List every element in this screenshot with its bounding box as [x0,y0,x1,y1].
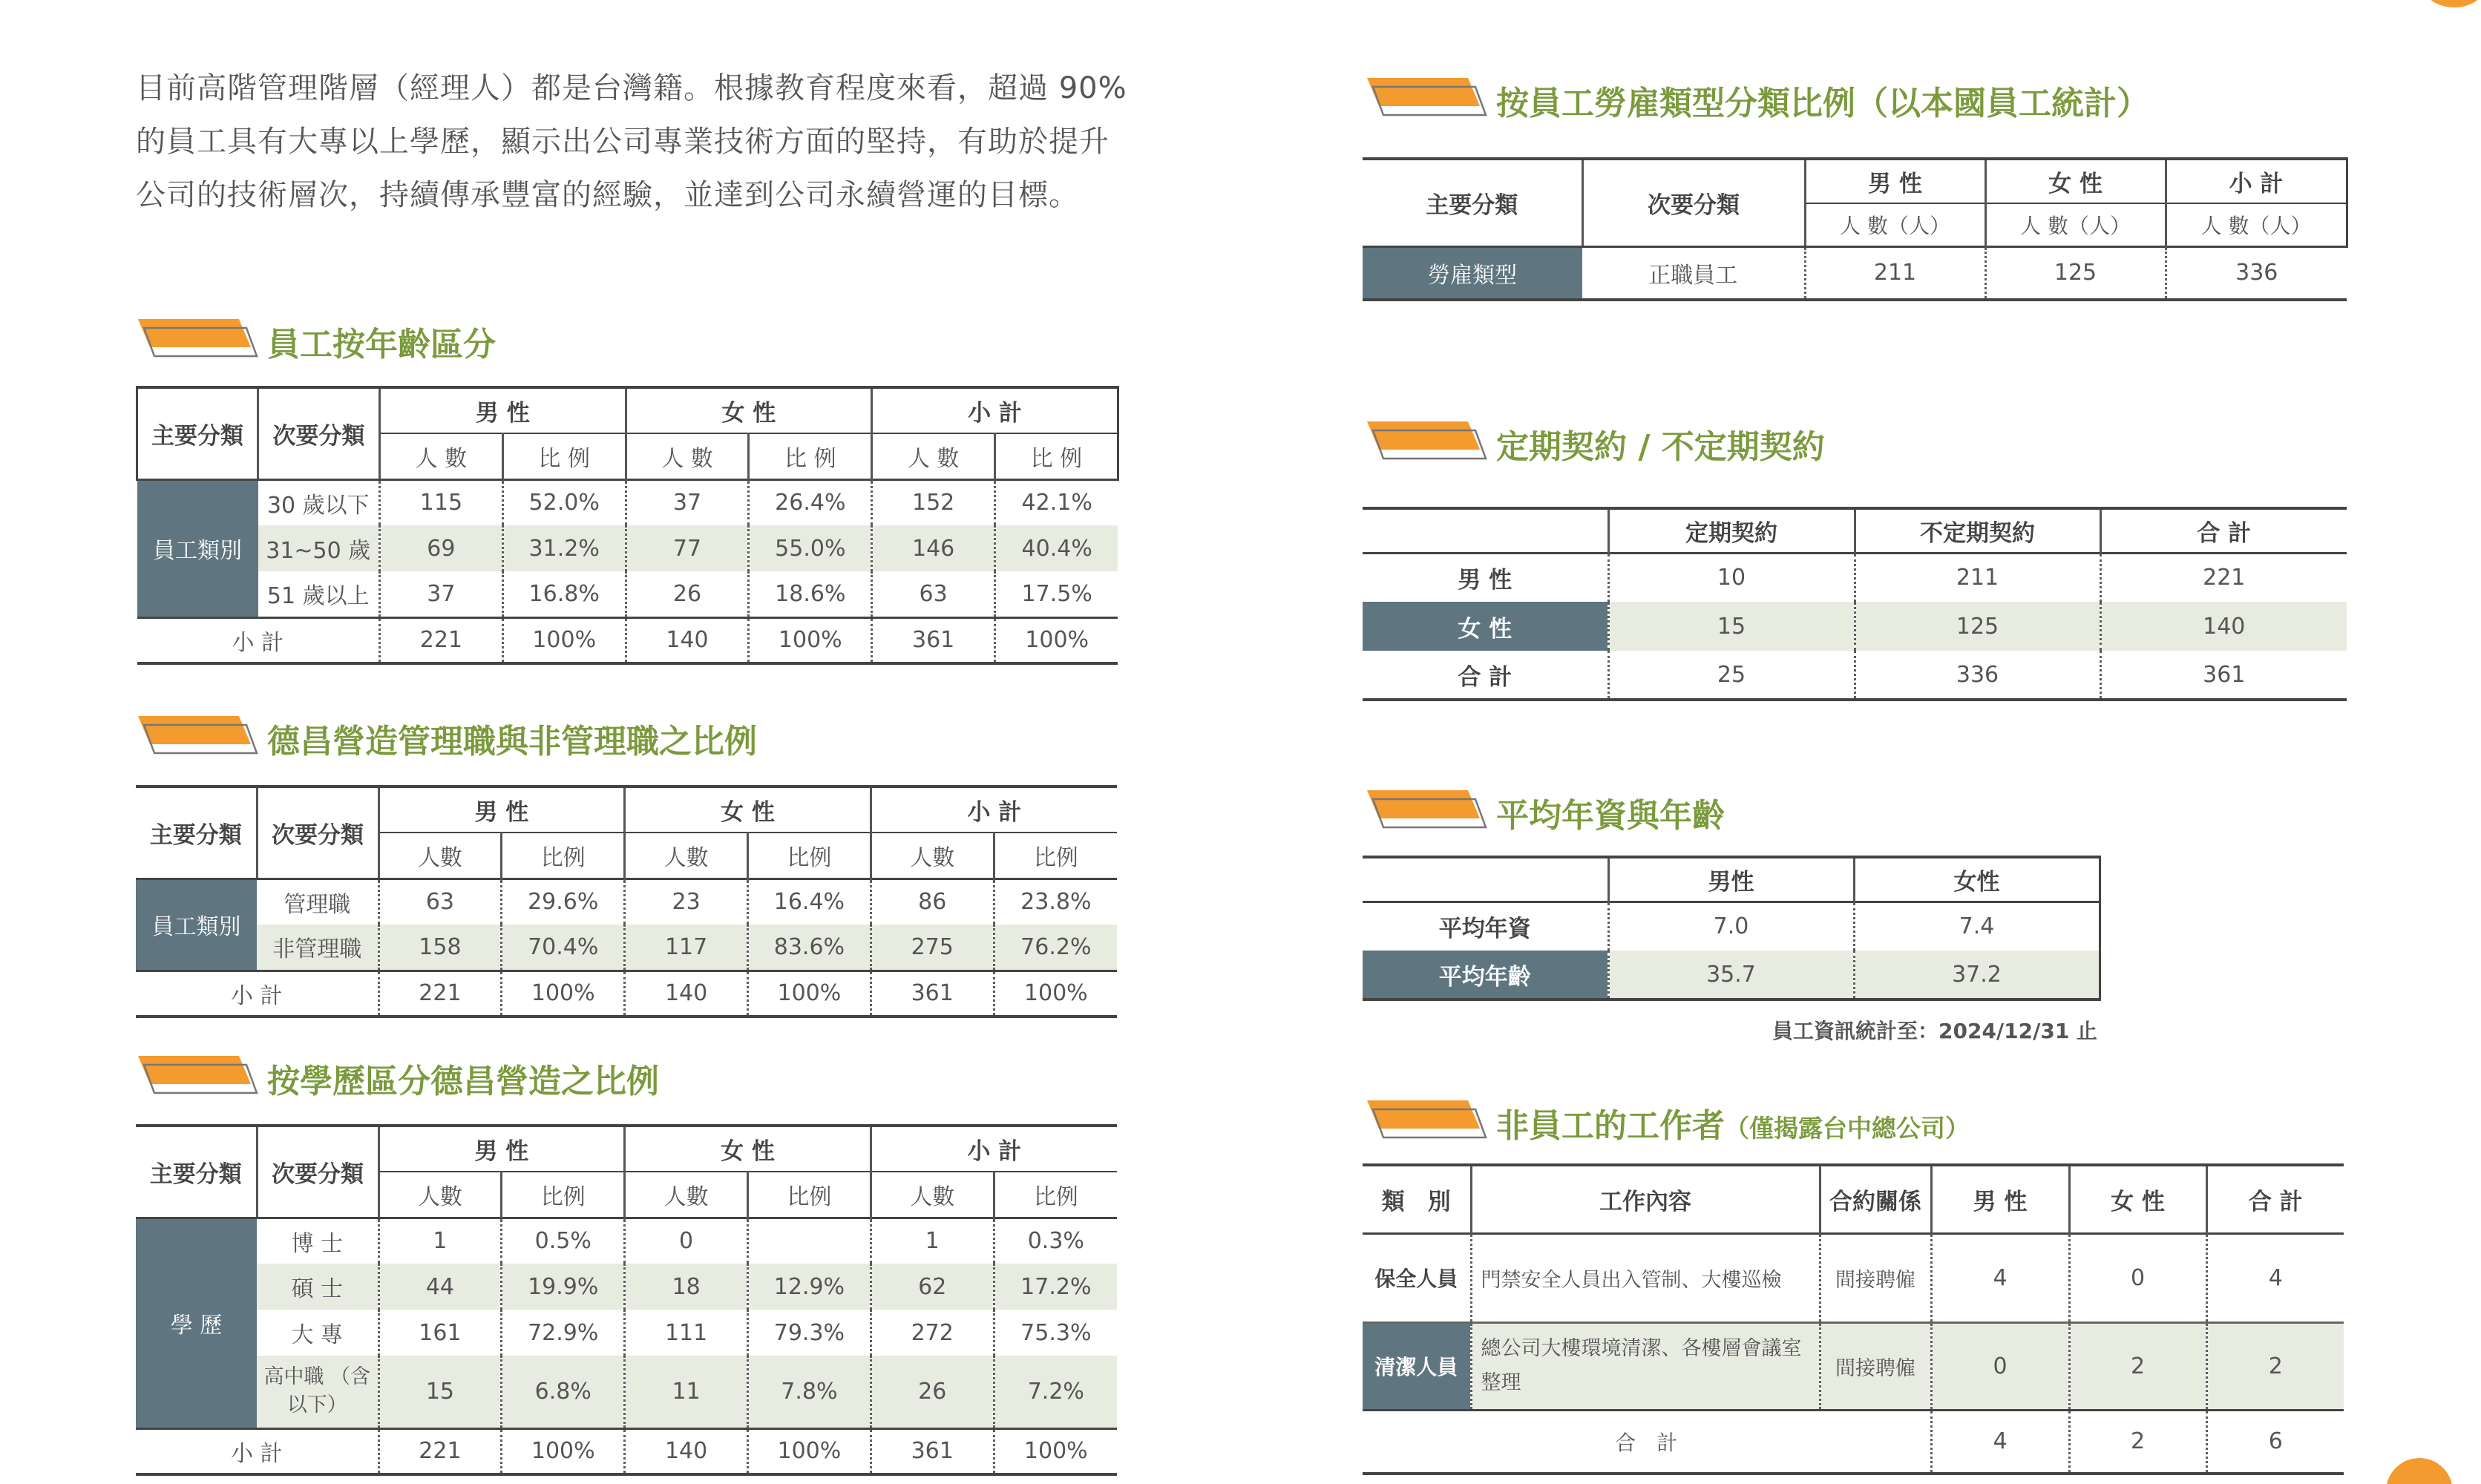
title-sub: （僅揭露台中總公司） [1725,1114,1970,1143]
mgmt-table [136,785,1117,1018]
seniority-table [1363,856,2101,1001]
cell: 0 [2069,1233,2206,1322]
cell: 275 [871,925,994,971]
cell: 15 [378,1356,502,1428]
cell: 62 [871,1264,994,1310]
cell: 63 [872,571,995,617]
total-row [1363,1410,2344,1474]
cell: 2 [2069,1410,2206,1474]
header-people-unit: 人 數（人） [1985,203,2166,246]
cell: 69 [380,525,503,571]
section-title-text: 定期契約 / 不定期契約 [1496,428,1825,466]
cell: 37 [380,571,503,617]
cell: 361 [872,617,995,663]
table-row [137,571,1118,617]
cell: 23 [625,879,748,925]
header-ratio: 比例 [502,833,625,879]
cell: 16.8% [502,571,626,617]
cell: 86 [871,879,994,925]
row-main: 勞雇類型 [1363,246,1582,300]
header-male: 男 性 [1805,159,1985,203]
header-female: 女 性 [625,787,871,833]
orange-marker-icon [1363,1096,1489,1143]
total-label: 小 計 [230,982,283,1009]
row-category: 清潔人員 [1363,1322,1471,1410]
cell: 125 [1855,602,2100,651]
corner-decoration-bottom [2386,1458,2453,1484]
cell: 115 [380,479,503,525]
cell: 221 [378,1428,502,1474]
cell: 17.5% [995,571,1118,617]
row-sub: 正職員工 [1648,262,1738,289]
section-title-mgmt [134,709,1024,768]
cell: 2 [2069,1322,2206,1410]
cell: 140 [626,617,749,663]
cell: 29.6% [502,879,625,925]
header-main-cat: 主要分類 [137,387,258,479]
total-row [136,1428,1117,1474]
row-relation: 間接聘僱 [1820,1322,1931,1410]
cell: 37.2 [1854,951,2100,999]
header-subtotal: 小 計 [871,787,1117,833]
cell: 100% [747,971,871,1017]
cell: 77 [626,525,749,571]
orange-marker-icon [134,315,260,362]
table-row [1363,602,2347,651]
orange-marker-icon [134,712,260,759]
group-label: 員工類別 [136,879,257,971]
header-empty [1363,857,1608,902]
header-people: 人數 [625,1172,748,1218]
table-row [136,1218,1117,1264]
cell: 7.2% [994,1356,1117,1428]
cell: 11 [625,1356,748,1428]
cell: 100% [502,1428,625,1474]
row-label: 平均年資 [1438,916,1531,943]
table-row [1363,553,2347,602]
cell: 76.2% [994,925,1117,971]
table-row [1363,246,2347,300]
orange-marker-icon [1363,786,1489,833]
cell: 361 [871,1428,994,1474]
cell: 18 [625,1264,748,1310]
cell: 336 [1855,651,2100,700]
table-row [136,1310,1117,1356]
cell: 26 [871,1356,994,1428]
header-ratio: 比 例 [749,433,872,479]
cell: 25 [1608,651,1855,700]
cell: 100% [994,971,1117,1017]
cell: 35.7 [1608,951,1854,999]
cell: 140 [625,1428,748,1474]
header-category: 類 別 [1381,1188,1451,1215]
total-row [1363,651,2347,700]
cell: 6 [2206,1410,2344,1474]
cell: 161 [378,1310,502,1356]
cell: 1 [378,1218,502,1264]
cell: 70.4% [502,925,625,971]
header-empty [1363,508,1608,553]
header-subtotal: 小 計 [871,1126,1117,1172]
header-total: 合 計 [2206,1165,2344,1233]
section-title-seniority [1363,783,2253,842]
cell: 4 [1931,1410,2069,1474]
cell: 79.3% [747,1310,871,1356]
row-label: 合 計 [1458,663,1512,691]
cell: 7.0 [1608,902,1854,951]
row-label: 大 專 [291,1322,344,1348]
cell: 146 [872,525,995,571]
section-title-text [1496,1099,1970,1146]
section-title-nonemp [1363,1093,2327,1152]
row-label: 女 性 [1363,602,1608,651]
row-label: 非管理職 [272,936,362,963]
row-label: 30 歲以下 [266,492,370,519]
contract-table [1363,507,2347,701]
header-female: 女 性 [625,1126,871,1172]
table-row [137,479,1118,525]
edu-table [136,1124,1117,1476]
age-table [136,386,1119,665]
total-row [137,617,1118,663]
cell: 100% [749,617,872,663]
cell: 4 [2206,1233,2344,1322]
nonemp-table [1363,1163,2344,1475]
employment-table [1363,157,2348,301]
title-main: 非員工的工作者 [1496,1107,1725,1145]
header-people: 人數 [378,1172,502,1218]
cell: 0.3% [994,1218,1117,1264]
cell: 16.4% [747,879,871,925]
header-sub-cat: 次要分類 [1582,159,1805,246]
table-row [136,879,1117,925]
cell: 221 [2100,553,2347,602]
cell: 6.8% [502,1356,625,1428]
cell: 158 [378,925,502,971]
header-people: 人 數 [872,433,995,479]
header-sub-cat: 次要分類 [258,387,380,479]
total-label: 小 計 [232,629,284,656]
header-male: 男 性 [378,787,625,833]
intro-paragraph: 目前高階管理階層（經理人）都是台灣籍。根據教育程度來看，超過 90% 的員工具有大專以上學歷，顯示出公司專業技術方面的堅持，有助於提升公司的技術層次，持續傳承豐富的經驗，並達到公司永續營運的目標。 [136,71,1127,212]
header-sub-cat: 次要分類 [257,1126,378,1218]
table-row [137,525,1118,571]
cell: 7.4 [1854,902,2100,951]
cell: 100% [994,1428,1117,1474]
cell: 2 [2206,1322,2344,1410]
section-title-text: 按學歷區分德昌營造之比例 [267,1063,659,1100]
row-label: 平均年齡 [1363,951,1608,999]
cell: 40.4% [995,525,1118,571]
table-row [1363,951,2100,999]
cell: 75.3% [994,1310,1117,1356]
cell: 83.6% [747,925,871,971]
header-people-unit: 人 數（人） [2166,203,2347,246]
cell [747,1218,871,1264]
cell: 100% [502,971,625,1017]
cell: 140 [2100,602,2347,651]
cell: 72.9% [502,1310,625,1356]
header-ratio: 比例 [502,1172,625,1218]
group-label: 員工類別 [137,479,258,617]
cell: 55.0% [749,525,872,571]
header-relation: 合約關係 [1820,1165,1931,1233]
cell: 361 [2100,651,2347,700]
header-main-cat: 主要分類 [136,1126,257,1218]
cell: 336 [2166,246,2347,300]
stats-date-note: 員工資訊統計至：2024/12/31 止 [1772,1019,2098,1043]
header-main-cat: 主要分類 [1363,159,1582,246]
cell: 140 [625,971,748,1017]
header-female: 女 性 [626,387,872,433]
cell: 17.2% [994,1264,1117,1310]
cell: 221 [378,971,502,1017]
cell: 12.9% [747,1264,871,1310]
header-total: 合 計 [2100,508,2347,553]
header-subtotal: 小 計 [2166,159,2347,203]
cell: 26 [626,571,749,617]
header-ratio: 比例 [994,833,1117,879]
header-ratio: 比例 [747,833,871,879]
section-title-contract [1363,414,2253,473]
section-title-text: 平均年資與年齡 [1496,797,1725,835]
orange-marker-icon [1363,73,1489,121]
row-label: 高中職 （含以下） [263,1365,371,1417]
cell: 221 [380,617,503,663]
row-relation: 間接聘僱 [1820,1233,1931,1322]
header-ratio: 比 例 [995,433,1118,479]
row-label: 博 士 [291,1230,344,1257]
table-row [136,925,1117,971]
cell: 10 [1608,553,1855,602]
section-title-text: 按員工勞雇類型分類比例（以本國員工統計） [1496,85,2149,122]
section-title-edu [134,1048,1024,1108]
cell: 152 [872,479,995,525]
header-ratio: 比例 [747,1172,871,1218]
header-male: 男 性 [380,387,626,433]
header-fixed: 定期契約 [1608,508,1855,553]
row-label: 碩 士 [291,1276,344,1302]
cell: 4 [1931,1233,2069,1322]
cell: 0 [1931,1322,2069,1410]
header-people: 人數 [378,833,502,879]
cell: 63 [378,879,502,925]
cell: 23.8% [994,879,1117,925]
total-row [136,971,1117,1017]
cell: 52.0% [502,479,626,525]
header-people-unit: 人 數（人） [1805,203,1985,246]
section-title-age [134,312,802,371]
cell: 111 [625,1310,748,1356]
cell: 1 [871,1218,994,1264]
section-title-text: 員工按年齡區分 [267,326,496,364]
group-label: 學 歷 [136,1218,257,1428]
table-row [1363,902,2100,951]
cell: 100% [502,617,626,663]
section-title-employment [1363,70,2327,130]
header-ratio: 比 例 [502,433,626,479]
header-people: 人數 [871,1172,994,1218]
header-sub-cat: 次要分類 [257,787,378,879]
header-female: 女 性 [1985,159,2166,203]
header-female: 女 性 [2069,1165,2206,1233]
table-row [1363,1233,2344,1322]
header-people: 人數 [625,833,748,879]
row-work: 門禁安全人員出入管制、大樓巡檢 [1471,1233,1820,1322]
cell: 211 [1855,553,2100,602]
cell: 100% [995,617,1118,663]
cell: 272 [871,1310,994,1356]
header-main-cat: 主要分類 [136,787,257,879]
row-work: 總公司大樓環境清潔、各樓層會議室整理 [1471,1322,1820,1410]
header-people: 人數 [871,833,994,879]
cell: 7.8% [747,1356,871,1428]
header-male: 男 性 [378,1126,625,1172]
header-subtotal: 小 計 [872,387,1118,433]
cell: 42.1% [995,479,1118,525]
header-indefinite: 不定期契約 [1855,508,2100,553]
header-ratio: 比例 [994,1172,1117,1218]
cell: 26.4% [749,479,872,525]
cell: 44 [378,1264,502,1310]
cell: 125 [1985,246,2166,300]
row-label: 管理職 [284,891,351,918]
cell: 18.6% [749,571,872,617]
cell: 37 [626,479,749,525]
header-people: 人 數 [380,433,503,479]
row-label: 男 性 [1458,567,1512,594]
header-work: 工作內容 [1471,1165,1820,1233]
cell: 211 [1805,246,1985,300]
cell: 31.2% [502,525,626,571]
orange-marker-icon [1363,417,1489,464]
cell: 100% [747,1428,871,1474]
total-label: 合 計 [1615,1430,1678,1455]
header-male: 男性 [1608,857,1854,902]
cell: 0.5% [502,1218,625,1264]
table-row [136,1264,1117,1310]
cell: 19.9% [502,1264,625,1310]
cell: 15 [1608,602,1855,651]
header-male: 男 性 [1931,1165,2069,1233]
cell: 0 [625,1218,748,1264]
cell: 361 [871,971,994,1017]
table-row [1363,1322,2344,1410]
orange-marker-icon [134,1051,260,1099]
corner-decoration-top [2421,0,2481,7]
row-label: 31~50 歲 [266,538,371,564]
cell: 117 [625,925,748,971]
total-label: 小 計 [230,1440,283,1467]
table-row [136,1356,1117,1428]
row-label: 51 歲以上 [266,583,370,610]
header-people: 人 數 [626,433,749,479]
section-title-text: 德昌營造管理職與非管理職之比例 [267,723,757,761]
row-category: 保全人員 [1374,1267,1458,1291]
header-female: 女性 [1854,857,2100,902]
